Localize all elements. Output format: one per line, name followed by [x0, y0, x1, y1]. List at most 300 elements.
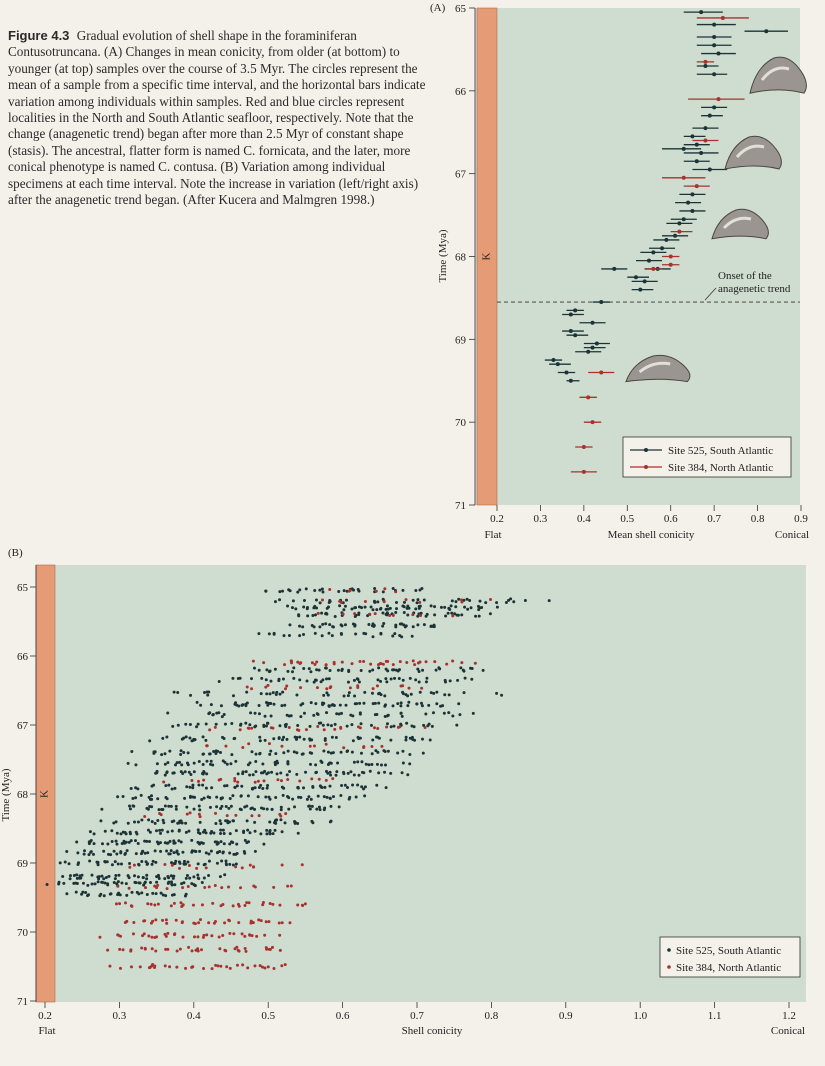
panel-b-specimen-point: [192, 875, 195, 878]
panel-b-specimen-point: [278, 813, 281, 816]
panel-b-specimen-point: [203, 886, 206, 889]
panel-b-specimen-point: [310, 798, 313, 801]
panel-a-x-axis-title: Mean shell conicity: [607, 529, 695, 541]
panel-b-specimen-point: [198, 842, 201, 845]
panel-b-specimen-point: [321, 634, 324, 637]
panel-b-specimen-point: [387, 608, 390, 611]
panel-b-specimen-point: [291, 606, 294, 609]
panel-b-specimen-point: [296, 903, 299, 906]
panel-a-mean-point: [695, 184, 699, 188]
panel-b-specimen-point: [190, 779, 193, 782]
panel-b-specimen-point: [451, 599, 454, 602]
panel-b-specimen-point: [129, 831, 132, 834]
panel-b-specimen-point: [425, 660, 428, 663]
panel-b-specimen-point: [227, 807, 230, 810]
panel-b-specimen-point: [329, 805, 332, 808]
panel-b-specimen-point: [104, 830, 107, 833]
panel-b-specimen-point: [353, 694, 356, 697]
panel-b-specimen-point: [376, 600, 379, 603]
panel-b-specimen-point: [264, 739, 267, 742]
panel-b-specimen-point: [262, 901, 265, 904]
panel-b-specimen-point: [280, 704, 283, 707]
panel-b-specimen-point: [219, 807, 222, 810]
panel-b-specimen-point: [369, 770, 372, 773]
panel-b-specimen-point: [268, 821, 271, 824]
panel-b-specimen-point: [241, 746, 244, 749]
panel-b-specimen-point: [322, 750, 325, 753]
panel-b-specimen-point: [347, 670, 350, 673]
panel-b-specimen-point: [288, 726, 291, 729]
panel-b-specimen-point: [128, 887, 131, 890]
panel-b-specimen-point: [231, 677, 234, 680]
panel-b-specimen-point: [354, 624, 357, 627]
panel-b-specimen-point: [363, 794, 366, 797]
panel-b-specimen-point: [86, 894, 89, 897]
panel-b-specimen-point: [65, 850, 68, 853]
panel-b-specimen-point: [387, 750, 390, 753]
panel-b-specimen-point: [146, 851, 149, 854]
panel-b-specimen-point: [229, 967, 232, 970]
panel-b-specimen-point: [382, 590, 385, 593]
panel-b-specimen-point: [176, 691, 179, 694]
panel-b-specimen-point: [264, 590, 267, 593]
panel-b-specimen-point: [135, 833, 138, 836]
panel-b-specimen-point: [171, 772, 174, 775]
panel-b-specimen-point: [450, 612, 453, 615]
panel-b-specimen-point: [283, 634, 286, 637]
panel-b-specimen-point: [151, 863, 154, 866]
panel-b-specimen-point: [208, 796, 211, 799]
panel-b-specimen-point: [255, 753, 258, 756]
panel-b-specimen-point: [128, 862, 131, 865]
panel-b-specimen-point: [189, 811, 192, 814]
panel-b-specimen-point: [221, 934, 224, 937]
panel-b-specimen-point: [252, 865, 255, 868]
panel-b-specimen-point: [389, 772, 392, 775]
panel-b-specimen-point: [207, 852, 210, 855]
panel-b-specimen-point: [176, 761, 179, 764]
panel-b-specimen-point: [325, 687, 328, 690]
panel-b-specimen-point: [314, 771, 317, 774]
panel-b-specimen-point: [220, 840, 223, 843]
panel-b-specimen-point: [324, 612, 327, 615]
panel-b-specimen-point: [253, 725, 256, 728]
panel-b-specimen-point: [254, 712, 257, 715]
panel-b-specimen-point: [223, 784, 226, 787]
panel-b-specimen-point: [317, 795, 320, 798]
panel-b-specimen-point: [341, 668, 344, 671]
panel-b-specimen-point: [215, 805, 218, 808]
panel-b-specimen-point: [240, 795, 243, 798]
panel-b-specimen-point: [188, 771, 191, 774]
panel-b-specimen-point: [329, 785, 332, 788]
panel-b-specimen-point: [197, 950, 200, 953]
panel-b-specimen-point: [311, 624, 314, 627]
panel-b-specimen-point: [268, 753, 271, 756]
panel-b-specimen-point: [383, 587, 386, 590]
panel-a-mean-point: [721, 16, 725, 20]
panel-b-specimen-point: [149, 966, 152, 969]
panel-b-specimen-point: [116, 795, 119, 798]
panel-b-specimen-point: [388, 614, 391, 617]
panel-b-specimen-point: [288, 770, 291, 773]
panel-b-specimen-point: [406, 605, 409, 608]
panel-b-specimen-point: [101, 842, 104, 845]
panel-b-specimen-point: [215, 723, 218, 726]
panel-b-specimen-point: [342, 612, 345, 615]
panel-b-specimen-point: [401, 715, 404, 718]
panel-b-specimen-point: [168, 965, 171, 968]
panel-b-specimen-point: [335, 736, 338, 739]
panel-b-specimen-point: [344, 784, 347, 787]
panel-b-specimen-point: [430, 625, 433, 628]
panel-a-mean-point: [686, 201, 690, 205]
panel-b-specimen-point: [245, 691, 248, 694]
panel-b-specimen-point: [412, 659, 415, 662]
panel-b-specimen-point: [297, 787, 300, 790]
panel-b-specimen-point: [186, 874, 189, 877]
panel-b-specimen-point: [458, 713, 461, 716]
panel-b-specimen-point: [236, 964, 239, 967]
panel-b-specimen-point: [299, 686, 302, 689]
panel-b-specimen-point: [376, 678, 379, 681]
panel-b-specimen-point: [147, 808, 150, 811]
panel-b-specimen-point: [274, 752, 277, 755]
panel-b-specimen-point: [353, 612, 356, 615]
panel-b-specimen-point: [202, 936, 205, 939]
panel-b-specimen-point: [125, 841, 128, 844]
panel-a-mean-point: [682, 147, 686, 151]
panel-b-specimen-point: [327, 632, 330, 635]
panel-a-annotation-line-1: Onset of the: [718, 270, 772, 282]
panel-b-specimen-point: [345, 599, 348, 602]
panel-b-specimen-point: [130, 750, 133, 753]
panel-b-specimen-point: [257, 918, 260, 921]
panel-b-specimen-point: [339, 794, 342, 797]
panel-b-specimen-point: [295, 751, 298, 754]
panel-b-specimen-point: [280, 745, 283, 748]
panel-b-specimen-point: [420, 687, 423, 690]
panel-b-specimen-point: [347, 772, 350, 775]
panel-b-specimen-point: [248, 723, 251, 726]
panel-b-specimen-point: [181, 936, 184, 939]
panel-b-specimen-point: [107, 875, 110, 878]
panel-b-specimen-point: [215, 712, 218, 715]
panel-b-specimen-point: [269, 902, 272, 905]
panel-a-mean-point: [712, 23, 716, 27]
panel-b-specimen-point: [258, 736, 261, 739]
panel-b-specimen-point: [83, 849, 86, 852]
panel-a-mean-point: [703, 64, 707, 68]
panel-b-specimen-point: [164, 774, 167, 777]
panel-b-specimen-point: [381, 611, 384, 614]
panel-b-specimen-point: [357, 725, 360, 728]
panel-b-specimen-point: [314, 702, 317, 705]
panel-b-specimen-point: [115, 843, 118, 846]
panel-b-specimen-point: [142, 876, 145, 879]
panel-b-specimen-point: [134, 796, 137, 799]
panel-b-x-left-label: Flat: [38, 1025, 56, 1037]
panel-b-specimen-point: [179, 901, 182, 904]
panel-b-specimen-point: [308, 667, 311, 670]
panel-b-specimen-point: [218, 680, 221, 683]
panel-b-specimen-point: [318, 625, 321, 628]
panel-b-specimen-point: [265, 832, 268, 835]
panel-b-specimen-point: [302, 605, 305, 608]
panel-b-specimen-point: [89, 851, 92, 854]
panel-b-specimen-point: [273, 703, 276, 706]
panel-b-specimen-point: [230, 753, 233, 756]
panel-b-specimen-point: [288, 714, 291, 717]
panel-b-specimen-point: [75, 873, 78, 876]
panel-b-specimen-point: [191, 965, 194, 968]
panel-b-specimen-point: [325, 677, 328, 680]
panel-b-specimen-point: [326, 723, 329, 726]
panel-b-specimen-point: [233, 947, 236, 950]
panel-b-specimen-point: [329, 686, 332, 689]
panel-b-specimen-point: [288, 634, 291, 637]
panel-b-specimen-point: [187, 885, 190, 888]
panel-a-mean-point: [712, 105, 716, 109]
panel-b-specimen-point: [286, 670, 289, 673]
panel-a-y-tick-label: 69: [455, 334, 466, 347]
panel-b-specimen-point: [331, 634, 334, 637]
panel-b-specimen-point: [273, 633, 276, 636]
panel-b-specimen-point: [297, 729, 300, 732]
panel-b-specimen-point: [375, 713, 378, 716]
panel-a-k-label: K: [480, 252, 493, 261]
panel-b-specimen-point: [275, 693, 278, 696]
panel-b-specimen-point: [333, 704, 336, 707]
panel-b-specimen-point: [370, 763, 373, 766]
panel-b-specimen-point: [402, 761, 405, 764]
panel-b-specimen-point: [218, 850, 221, 853]
panel-b-specimen-point: [359, 713, 362, 716]
panel-b-specimen-point: [279, 772, 282, 775]
panel-b-specimen-point: [418, 681, 421, 684]
panel-b-specimen-point: [336, 761, 339, 764]
panel-b-specimen-point: [220, 859, 223, 862]
panel-b-x-tick-label: 0.6: [335, 1010, 350, 1022]
panel-b-specimen-point: [401, 771, 404, 774]
panel-b-specimen-point: [343, 589, 346, 592]
panel-b-specimen-point: [279, 693, 282, 696]
panel-b-specimen-point: [102, 877, 105, 880]
panel-b-specimen-point: [304, 902, 307, 905]
panel-b-specimen-point: [348, 590, 351, 593]
panel-b-specimen-point: [282, 794, 285, 797]
panel-b-specimen-point: [344, 623, 347, 626]
panel-b-specimen-point: [341, 661, 344, 664]
panel-b-specimen-point: [194, 884, 197, 887]
panel-a-mean-point: [708, 114, 712, 118]
panel-b-specimen-point: [103, 894, 106, 897]
panel-b-specimen-point: [261, 787, 264, 790]
panel-b-specimen-point: [348, 691, 351, 694]
panel-b-specimen-point: [298, 662, 301, 665]
panel-a-mean-point: [591, 420, 595, 424]
panel-b-specimen-point: [380, 662, 383, 665]
panel-b-specimen-point: [290, 884, 293, 887]
panel-a-mean-point: [582, 470, 586, 474]
panel-b-specimen-point: [390, 725, 393, 728]
panel-b-specimen-point: [185, 785, 188, 788]
panel-b-specimen-point: [61, 875, 64, 878]
panel-b-specimen-point: [270, 771, 273, 774]
panel-b-specimen-point: [464, 677, 467, 680]
panel-b-specimen-point: [272, 737, 275, 740]
panel-b-specimen-point: [86, 884, 89, 887]
panel-b-specimen-point: [184, 822, 187, 825]
panel-b-specimen-point: [180, 882, 183, 885]
panel-b-specimen-point: [249, 831, 252, 834]
panel-b-specimen-point: [405, 722, 408, 725]
panel-b-specimen-point: [75, 891, 78, 894]
panel-b-specimen-point: [166, 712, 169, 715]
panel-b-specimen-point: [478, 606, 481, 609]
panel-b-specimen-point: [185, 877, 188, 880]
panel-b-y-axis-title: Time (Mya): [0, 768, 12, 822]
panel-b-specimen-point: [188, 877, 191, 880]
panel-b-specimen-point: [317, 612, 320, 615]
panel-b-specimen-point: [418, 605, 421, 608]
panel-b-specimen-point: [264, 795, 267, 798]
panel-b-specimen-point: [203, 691, 206, 694]
panel-b-specimen-point: [140, 852, 143, 855]
caption-text: Gradual evolution of shell shape in the foraminiferan Contusotruncana. (A) Changes in mean conicity, from older (at bottom) to younger (at top) samples over the course of 3.5 Myr. The circles represent the mean of a sample from a specific time interval, and the horizontal bars indicate variation among individuals within samples. Red and blue circles represent localities in the North and South Atlantic seafloor, respectively. Note that the change (anagenetic trend) began after more than 2.5 Myr of constant shape (stasis). The ancestral, flatter form is named C. fornicata, and the later, more conical phenotype is named C. contusa. (B) Variation among individual specimens at each time interval. Note the increase in variation (left/right axis) after the anagenetic trend began. (After Kucera and Malmgren 1998.): [8, 28, 426, 208]
panel-b-specimen-point: [314, 613, 317, 616]
panel-b-specimen-point: [170, 849, 173, 852]
panel-b-specimen-point: [115, 820, 118, 823]
panel-b-y-tick-label: 66: [17, 651, 28, 663]
panel-b-specimen-point: [362, 660, 365, 663]
panel-b-specimen-point: [243, 935, 246, 938]
panel-b-x-tick-label: 0.3: [112, 1010, 127, 1022]
panel-b-specimen-point: [180, 749, 183, 752]
panel-b-specimen-point: [239, 808, 242, 811]
panel-b-specimen-point: [169, 852, 172, 855]
panel-b-specimen-point: [309, 745, 312, 748]
panel-b-specimen-point: [414, 678, 417, 681]
panel-b-specimen-point: [266, 787, 269, 790]
panel-b-specimen-point: [305, 587, 308, 590]
panel-b-specimen-point: [376, 763, 379, 766]
panel-b-specimen-point: [202, 773, 205, 776]
panel-b-specimen-point: [470, 678, 473, 681]
panel-b-specimen-point: [364, 600, 367, 603]
panel-b-specimen-point: [470, 606, 473, 609]
panel-b-specimen-point: [134, 786, 137, 789]
panel-b-specimen-point: [279, 949, 282, 952]
panel-b-specimen-point: [209, 763, 212, 766]
panel-b-specimen-point: [205, 933, 208, 936]
panel-b-specimen-point: [351, 784, 354, 787]
panel-b-specimen-point: [313, 663, 316, 666]
panel-b-specimen-point: [128, 866, 131, 869]
panel-b-specimen-point: [88, 859, 91, 862]
panel-b-specimen-point: [463, 691, 466, 694]
panel-b-specimen-point: [408, 762, 411, 765]
panel-b-specimen-point: [228, 852, 231, 855]
panel-b-specimen-point: [259, 739, 262, 742]
panel-b-specimen-point: [400, 712, 403, 715]
panel-b-specimen-point: [89, 830, 92, 833]
panel-b-specimen-point: [319, 808, 322, 811]
panel-b-specimen-point: [97, 880, 100, 883]
panel-b-specimen-point: [265, 946, 268, 949]
panel-b-specimen-point: [186, 813, 189, 816]
panel-b-specimen-point: [232, 932, 235, 935]
panel-b-specimen-point: [225, 965, 228, 968]
panel-b-specimen-point: [405, 736, 408, 739]
panel-b-specimen-point: [111, 863, 114, 866]
panel-b-specimen-point: [150, 903, 153, 906]
panel-b-specimen-point: [164, 964, 167, 967]
panel-a-mean-point: [677, 221, 681, 225]
panel-b-specimen-point: [281, 590, 284, 593]
panel-b-specimen-point: [207, 874, 210, 877]
panel-b-specimen-point: [150, 794, 153, 797]
panel-b-specimen-point: [349, 686, 352, 689]
panel-b-specimen-point: [298, 625, 301, 628]
panel-b-label: (B): [8, 547, 23, 559]
panel-b-specimen-point: [380, 763, 383, 766]
panel-b-specimen-point: [301, 625, 304, 628]
panel-b-specimen-point: [170, 874, 173, 877]
panel-b-specimen-point: [364, 606, 367, 609]
panel-b-specimen-point: [150, 798, 153, 801]
panel-b-specimen-point: [148, 739, 151, 742]
panel-b-specimen-point: [255, 935, 258, 938]
panel-b-specimen-point: [374, 702, 377, 705]
panel-b-specimen-point: [164, 841, 167, 844]
panel-b-specimen-point: [166, 932, 169, 935]
panel-b-specimen-point: [258, 752, 261, 755]
panel-b-specimen-point: [284, 687, 287, 690]
panel-b-specimen-point: [397, 669, 400, 672]
panel-b-specimen-point: [250, 814, 253, 817]
panel-b-specimen-point: [165, 736, 168, 739]
panel-b-specimen-point: [352, 739, 355, 742]
panel-b-specimen-point: [373, 600, 376, 603]
panel-a-mean-point: [556, 362, 560, 366]
panel-b-specimen-point: [151, 892, 154, 895]
panel-b-specimen-point: [177, 724, 180, 727]
panel-b-specimen-point: [232, 863, 235, 866]
panel-b-specimen-point: [207, 921, 210, 924]
panel-b-specimen-point: [335, 774, 338, 777]
panel-b-specimen-point: [342, 746, 345, 749]
panel-b-specimen-point: [184, 967, 187, 970]
panel-b-specimen-point: [144, 852, 147, 855]
panel-b-specimen-point: [267, 965, 270, 968]
panel-a-mean-point: [712, 72, 716, 76]
panel-b-specimen-point: [242, 770, 245, 773]
panel-b-specimen-point: [326, 796, 329, 799]
panel-b-specimen-point: [385, 668, 388, 671]
panel-b-specimen-point: [134, 839, 137, 842]
panel-b-specimen-point: [383, 694, 386, 697]
panel-a-mean-point: [582, 445, 586, 449]
panel-b-specimen-point: [548, 599, 551, 602]
panel-b-specimen-point: [466, 598, 469, 601]
panel-b-specimen-point: [395, 601, 398, 604]
panel-b-specimen-point: [369, 663, 372, 666]
panel-b-specimen-point: [344, 605, 347, 608]
panel-b-specimen-point: [147, 934, 150, 937]
panel-b-specimen-point: [239, 724, 242, 727]
panel-b-specimen-point: [241, 866, 244, 869]
